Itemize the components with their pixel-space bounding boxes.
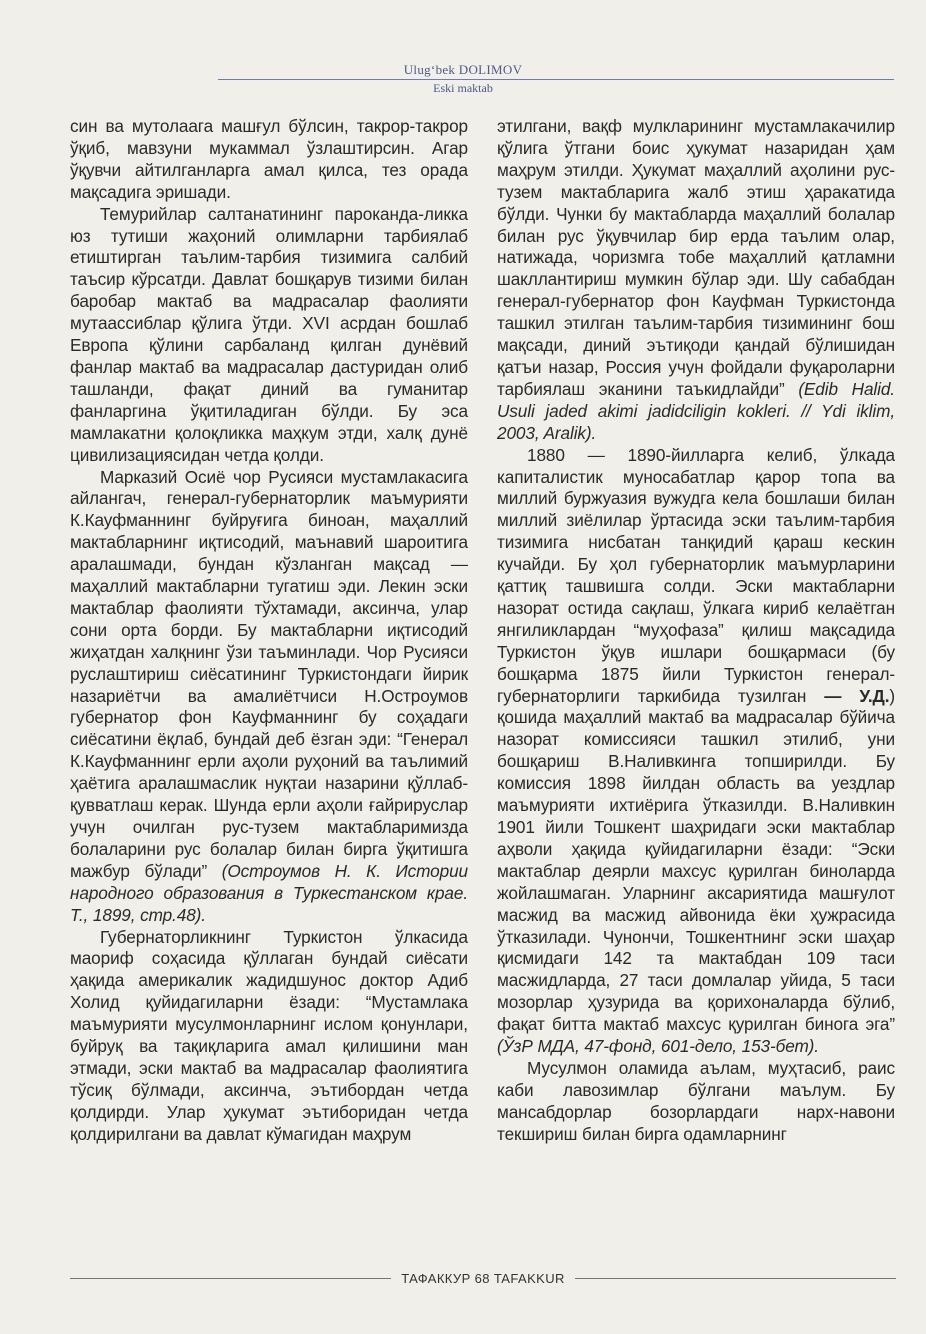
footer-text: ТАФАККУР 68 TAFAKKUR <box>401 1270 565 1286</box>
right-column <box>497 116 895 1146</box>
paragraph-text: ) қошида маҳаллий мактаб ва мадрасалар бўйича назорат комиссияси ташкил этилиб, уни бошқариш В.Наливкинга топширилди. Бу комиссия 1898 йилдан область ва уездлар маъмурияти ихтиёрига ўтказилди. В.Наливкин 1901 йили Тошкент шаҳридаги эски мактаблар аҳволи ҳақида қуйидагиларни ёзади: “Эски мактаблар деярли махсус қурилган биноларда жойлашмаган. Уларнинг аксариятида машғулот масжид ва масжид айвонида ёки ҳужрасида ўтказилади. Чунончи, Тошкентнинг эски шаҳар қисмидаги 142 та мактабдан 109 таси масжидларда, 27 таси домлалар уйида, 5 таси мозорлар ҳузурида ва қорихоналарда бўлиб, фақат битта мактаб махсус қурилган бинога эга” <box>497 685 895 1035</box>
paragraph <box>497 116 895 445</box>
paragraph-text: 1880 — 1890-йилларга келиб, ўлкада капиталистик муносабатлар қарор топа ва миллий буржуазия вужудга кела бошлаши билан миллий зиёлилар ўртасида эски таълим-тарбия тизимига нисбатан танқидий қараш кескин кучайди. Бу ҳол губернаторлик маъмурларини қаттиқ ташвишга солди. Эски мактабларни назорат остида сақлаш, ўлкага кириб келаётган янгиликлардан “муҳофаза” қилиш мақсадида Туркистон ўқув ишлари бошқармаси (бу бошқарма 1875 йили Туркистон генерал-губернаторлиги таркибида тузилган <box>497 444 895 706</box>
paragraph: Мусулмон оламида аълам, муҳтасиб, раис каби лавозимлар бўлгани маълум. Бу мансабдорлар бозорлардаги нарх-навони текшириш билан бирга одамларнинг <box>497 1057 895 1144</box>
running-footer <box>70 1269 896 1287</box>
citation: (Остроумов Н. К. Истории народного образования в Туркестанском крае. Т., 1899, стр.48). <box>70 860 468 925</box>
citation: (Edib Halid. Usuli jaded akimi jadidciligin kokleri. // Ydi iklim, 2003, Aralik). <box>497 378 895 443</box>
paragraph <box>70 467 468 927</box>
paragraph: Темурийлар салтанатининг пароканда-ликка юз тутиши жаҳоний олимларни тарбиялаб етиштирган таълим-тарбия тизимига салбий таъсир кўрсатди. Давлат бошқарув тизими билан баробар мактаб ва мадрасалар фаолияти мутаассиблар қўлига ўтди. XVI асрдан бошлаб Европа қўлини сарбаланд қилган дунёвий фанлар мактаб ва мадрасалар дастуридан олиб ташланди, фақат диний ва гуманитар фанларгина ўқитиладиган бўлди. Бу эса мамлакатни қолоқликка маҳкум этди, халқ дунё цивилизациясидан четда қолди. <box>70 203 468 465</box>
header-section: Eski maktab <box>433 81 493 95</box>
paragraph: Губернаторликнинг Туркистон ўлкасида маориф соҳасида қўллаган бундай сиёсати ҳақида америкалик жадидшунос доктор Адиб Холид қуйидагиларни ёзади: “Мустамлака маъмурияти мусулмонларнинг ислом қонунлари, буйруқ ва тақиқларига амал қилишини ман этмади, эски мактаб ва мадрасалар фаолиятига тўсиқ бўлмади, аксинча, эътибордан четда қолдирди. Улар ҳукумат эътиборидан четда қолдирилгани ва давлат кўмагидан маҳрум <box>70 926 468 1144</box>
paragraph-text: Марказий Осиё чор Русияси мустамлакасига айлангач, генерал-губернаторлик маъмурияти К.Кауфманнинг буйруғига биноан, маҳаллий мактабларнинг иқтисодий, маънавий шароитига аралашмади, бундан кўзланган мақсад — маҳаллий мактабларни тугатиш эди. Лекин эски мактаблар фаолияти тўхтамади, аксинча, улар сони орта борди. Бу мактабларни иқтисодий жиҳатдан халқнинг ўзи таъминлади. Чор Русияси руслаштириш сиёсатининг Туркистондаги йирик назариётчи ва амалиётчиси Н.Остроумов губернатор фон Кауфманнинг бу соҳадаги сиёсатини ёқлаб, бундай деб ёзган эди: “Генерал К.Кауфманнинг ерли аҳоли руҳоний ва таълимий ҳаётига аралашмаслик нуқтаи назарини қўллаб-қувватлаш керак. Шунда ерли аҳоли ғайрируслар учун очилган рус-тузем мактабларимизда болаларини рус болалар билан бирга ўқитишга мажбур бўлади” <box>70 466 468 881</box>
footer-rule-right <box>575 1278 896 1279</box>
author-initials: — У.Д. <box>824 685 890 706</box>
left-column <box>70 116 468 1146</box>
paragraph-text: этилгани, вақф мулкларининг мустамлакачилир қўлига ўтгани боис ҳукумат назаридан ҳам маҳрум этилди. Ҳукумат маҳаллий аҳолини рус-тузем мактабларига жалб этиш ҳаракатида бўлди. Чунки бу мактабларда маҳаллий болалар билан рус ўқувчилар бир ерда таълим олар, натижада, чоризмга тобе маҳаллий қатламни шакллантириш мумкин бўлар эди. Шу сабабдан генерал-губернатор фон Кауфман Туркистонда ташкил этилган таълим-тарбия тизимининг бош мақсади, диний эътиқоди қандай бўлишидан қатъи назар, Россия учун фойдали фуқароларни тарбиялаш эканини таъкидлайди” <box>497 116 895 399</box>
citation: (ЎзР МДА, 47-фонд, 601-дело, 153-бет). <box>497 1036 819 1057</box>
paragraph: син ва мутолаага машғул бўлсин, такрор-такрор ўқиб, мавзуни мукаммал ўзлаштирсин. Агар ўқувчи айтилганларга амал қилса, тез орада мақсадига эришади. <box>70 116 468 202</box>
paragraph <box>497 445 895 1058</box>
header-rule <box>218 79 894 80</box>
running-header <box>0 62 926 96</box>
footer-rule-left <box>70 1278 391 1279</box>
header-author: Ulug‘bek DOLIMOV <box>403 62 523 77</box>
